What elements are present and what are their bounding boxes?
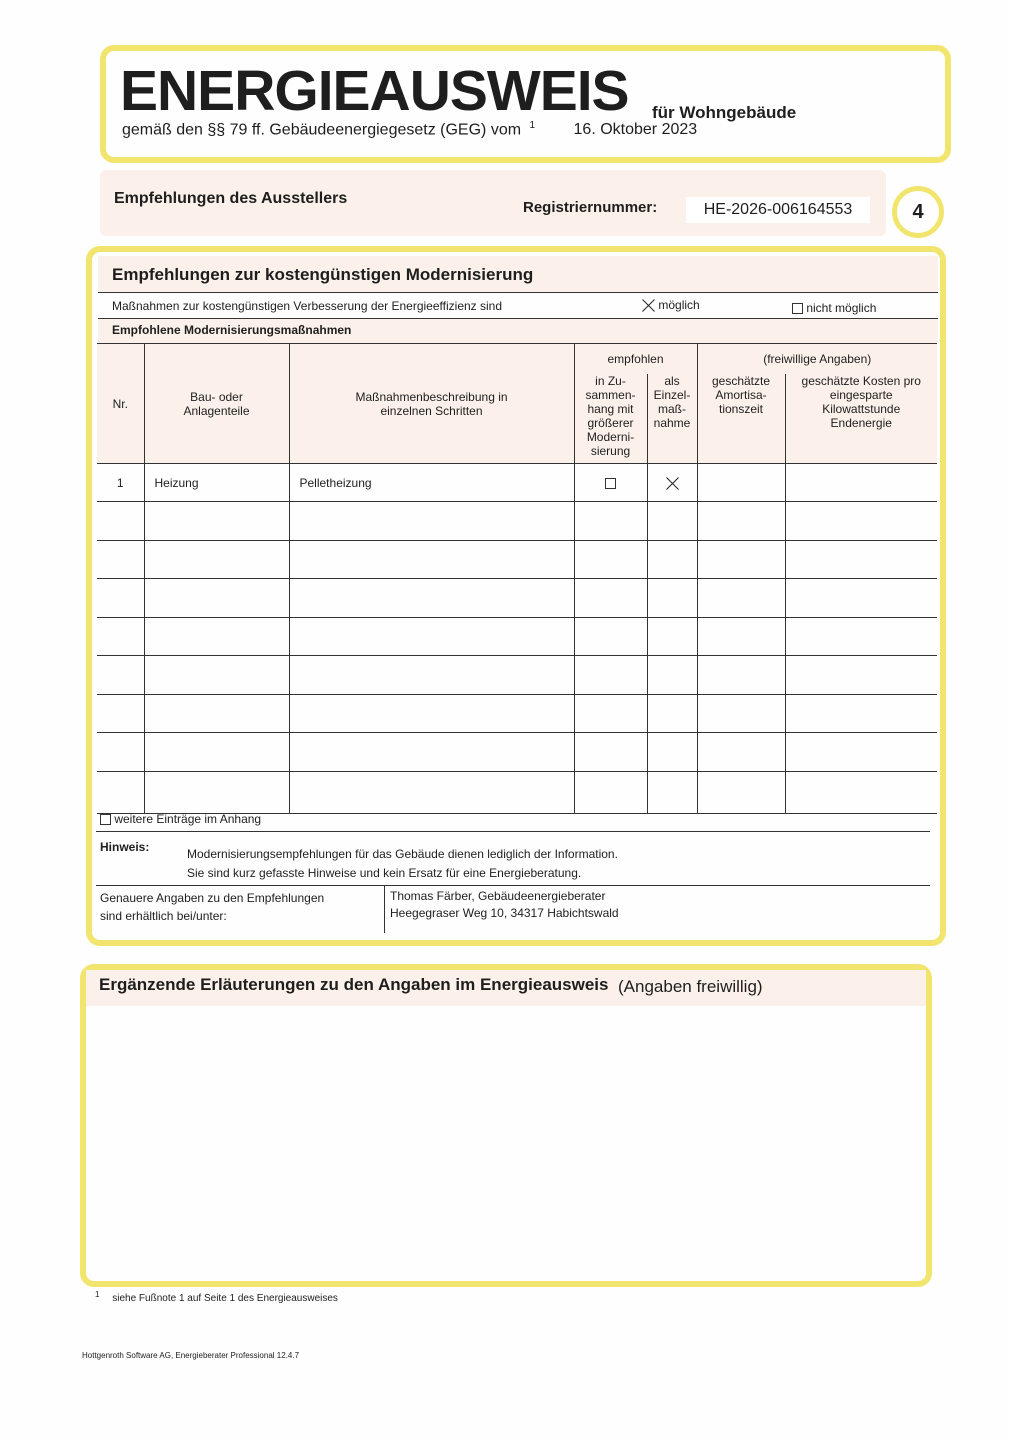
table-cell (697, 733, 785, 772)
table-cell (574, 540, 647, 579)
table-cell (97, 733, 144, 772)
table-cell (574, 733, 647, 772)
table-cell (697, 502, 785, 541)
not-possible-option[interactable] (792, 301, 876, 315)
table-cell (144, 502, 289, 541)
table-cell (574, 617, 647, 656)
table-cell (647, 502, 697, 541)
table-cell (574, 694, 647, 733)
table-cell (574, 771, 647, 813)
table-cell (574, 656, 647, 695)
table-cell (647, 771, 697, 813)
table-cell (697, 771, 785, 813)
table-cell (97, 540, 144, 579)
footnote-text: siehe Fußnote 1 auf Seite 1 des Energieausweises (112, 1293, 338, 1305)
contact-label-2: sind erhältlich bei/unter: (100, 909, 227, 923)
contact-line-1: Thomas Färber, Gebäudeenergieberater (390, 889, 606, 903)
row-nr: 1 (97, 464, 144, 502)
table-cell (785, 771, 937, 813)
table-cell (574, 502, 647, 541)
legal-text: gemäß den §§ 79 ff. Gebäudeenergiegesetz (GEG) vom (122, 121, 522, 139)
table-cell (289, 656, 574, 695)
table-cell (289, 502, 574, 541)
registration-label: Registriernummer: (523, 199, 658, 216)
table-row-empty (97, 617, 937, 656)
row-amortization (697, 464, 785, 502)
legal-basis (122, 120, 697, 139)
not-possible-label: nicht möglich (806, 301, 877, 315)
measures-text: Maßnahmen zur kostengünstigen Verbesserung der Energieeffizienz sind (112, 299, 503, 313)
measures-table (97, 343, 937, 814)
registration-number: HE-2026-006164553 (686, 197, 870, 223)
table-cell (785, 617, 937, 656)
table-row-empty (97, 694, 937, 733)
table-cell (647, 694, 697, 733)
table-cell (144, 656, 289, 695)
measures-subheading: Empfohlene Modernisierungsmaßnahmen (98, 319, 938, 343)
table-cell (697, 579, 785, 618)
table-cell (144, 540, 289, 579)
document-title: ENERGIEAUSWEIS (120, 59, 629, 123)
divider (96, 885, 930, 886)
col-single: als Einzel-maß-nahme (647, 374, 697, 464)
combined-checkbox[interactable] (605, 478, 616, 489)
measures-row (98, 293, 938, 319)
row-description: Pelletheizung (289, 464, 574, 502)
law-date: 16. Oktober 2023 (573, 121, 698, 139)
table-row-empty (97, 502, 937, 541)
table-cell (647, 540, 697, 579)
table-row (97, 464, 937, 502)
table-cell (785, 540, 937, 579)
not-possible-checkbox[interactable] (792, 303, 803, 314)
row-costs (785, 464, 937, 502)
more-entries-checkbox[interactable] (100, 814, 111, 825)
table-cell (97, 771, 144, 813)
table-cell (647, 656, 697, 695)
table-cell (785, 733, 937, 772)
col-recommended: empfohlen (574, 344, 697, 374)
table-row-empty (97, 579, 937, 618)
table-cell (697, 694, 785, 733)
col-combined: in Zu-sammen-hang mit größerer Moderni-sierung (574, 374, 647, 464)
row-single-cell (647, 464, 697, 502)
more-entries-label: weitere Einträge im Anhang (114, 812, 262, 826)
possible-option[interactable] (642, 298, 700, 312)
row-combined-cell (574, 464, 647, 502)
table-cell (289, 617, 574, 656)
more-entries[interactable] (100, 812, 261, 826)
table-cell (697, 617, 785, 656)
col-part: Bau- oder Anlagenteile (144, 344, 289, 464)
table-cell (144, 617, 289, 656)
table-cell (785, 579, 937, 618)
contact-line-2: Heegegraser Weg 10, 34317 Habichtswald (390, 906, 619, 920)
divider (96, 831, 930, 832)
table-cell (97, 656, 144, 695)
table-cell (785, 694, 937, 733)
table-cell (97, 579, 144, 618)
table-cell (697, 656, 785, 695)
table-cell (574, 579, 647, 618)
table-cell (289, 733, 574, 772)
col-amortization: geschätzte Amortisa-tionszeit (697, 374, 785, 464)
table-cell (144, 694, 289, 733)
table-cell (289, 694, 574, 733)
table-row-empty (97, 771, 937, 813)
footnote-mark: 1 (529, 120, 536, 131)
table-cell (97, 502, 144, 541)
table-cell (144, 771, 289, 813)
table-row-empty (97, 540, 937, 579)
table-cell (785, 502, 937, 541)
row-part: Heizung (144, 464, 289, 502)
page-number-badge: 4 (892, 186, 944, 238)
recommendations-title: Empfehlungen zur kostengünstigen Modernisierung (112, 265, 534, 284)
table-cell (289, 771, 574, 813)
table-cell (697, 540, 785, 579)
table-cell (289, 540, 574, 579)
note-line-2: Sie sind kurz gefasste Hinweise und kein Ersatz für eine Energieberatung. (187, 866, 582, 880)
table-cell (785, 656, 937, 695)
divider (384, 885, 385, 933)
table-cell (144, 733, 289, 772)
table-cell (647, 617, 697, 656)
contact-label-1: Genauere Angaben zu den Empfehlungen (100, 891, 325, 905)
possible-label: möglich (658, 298, 700, 312)
recommendations-title-bar (98, 256, 938, 293)
table-cell (647, 733, 697, 772)
table-cell (647, 579, 697, 618)
table-cell (144, 579, 289, 618)
building-type: für Wohngebäude (652, 103, 797, 122)
table-row-empty (97, 656, 937, 695)
table-cell (97, 617, 144, 656)
explanations-title: Ergänzende Erläuterungen zu den Angaben im Energieausweis (99, 975, 609, 994)
explanations-title-suffix: (Angaben freiwillig) (618, 977, 763, 996)
note-label: Hinweis: (100, 840, 150, 854)
software-footer: Hottgenroth Software AG, Energieberater Professional 12.4.7 (82, 1351, 300, 1360)
table-cell (97, 694, 144, 733)
explanations-text-area[interactable] (86, 1006, 926, 1280)
col-costs: geschätzte Kosten pro eingesparte Kilowattstunde Endenergie (785, 374, 937, 464)
section-bar (100, 170, 886, 236)
col-nr: Nr. (97, 344, 144, 464)
footnote-number: 1 (95, 1290, 100, 1299)
col-description: Maßnahmenbeschreibung in einzelnen Schritten (289, 344, 574, 464)
explanations-title-bar (86, 970, 926, 1006)
note-line-1: Modernisierungsempfehlungen für das Gebäude dienen lediglich der Information. (187, 847, 618, 861)
possible-checkbox-checked[interactable] (642, 299, 655, 312)
section-title: Empfehlungen des Ausstellers (114, 190, 348, 207)
table-cell (289, 579, 574, 618)
footnote (95, 1290, 338, 1304)
table-row-empty (97, 733, 937, 772)
single-checkbox-checked[interactable] (666, 477, 679, 490)
col-optional: (freiwillige Angaben) (697, 344, 937, 374)
